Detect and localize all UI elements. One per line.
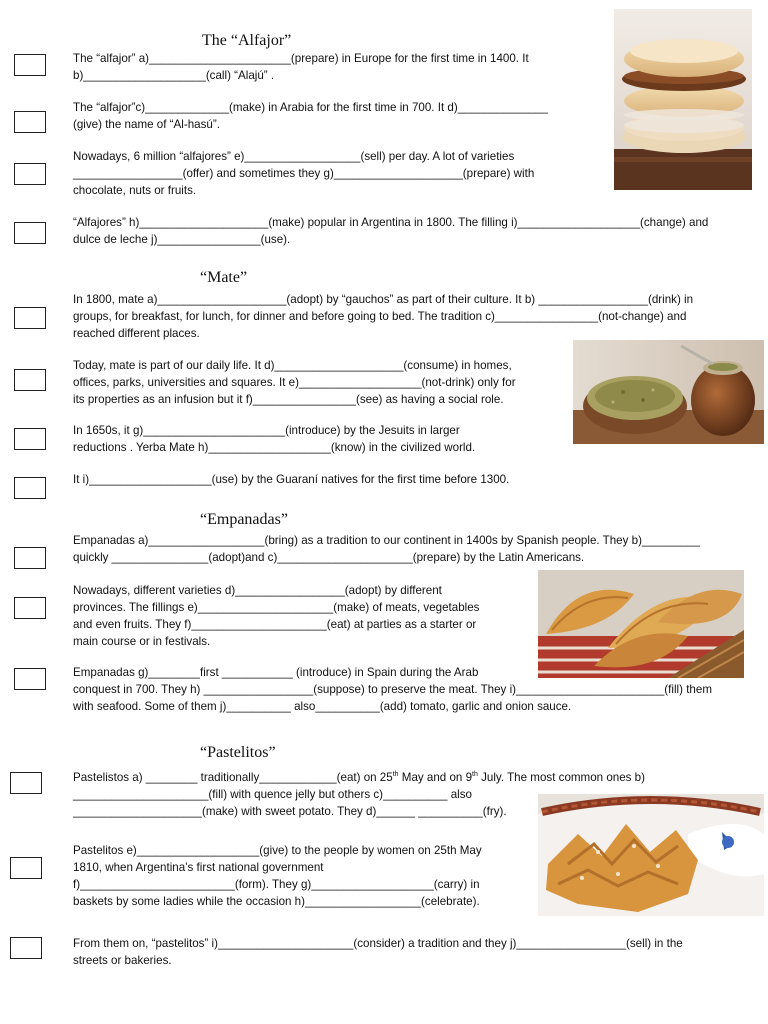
- alfajor-paragraph-2: The “alfajor”c)_____________(make) in Arabia for the first time in 700. It d)______________ (give) the name of “Al-hasú”.: [73, 101, 548, 131]
- answer-box[interactable]: [10, 772, 42, 794]
- pastelitos-photo: [538, 794, 764, 916]
- answer-box[interactable]: [10, 937, 42, 959]
- alfajor-photo: [614, 9, 752, 190]
- answer-box[interactable]: [14, 54, 46, 76]
- answer-box[interactable]: [14, 428, 46, 450]
- answer-box[interactable]: [14, 668, 46, 690]
- empanadas-paragraph-2: Nowadays, different varieties d)_________________(adopt) by different provinces. The fillings e)_____________________(make) of meats, vegetables and even fruits. They f)_____________________(eat) at parties as a starter or main course or in festivals.: [73, 584, 480, 648]
- mate-photo: [573, 340, 764, 444]
- answer-box[interactable]: [14, 597, 46, 619]
- empanadas-paragraph-3: Empanadas g)________first ___________ (introduce) in Spain during the Arab conquest in 700. They h) _________________(suppose) to preserve the meat. They i)_______________________(fill) them with seafood. Some of them j)__________ also__________(add) tomato, garlic and onion sauce.: [73, 666, 712, 713]
- pastelitos-paragraph-1: Pastelistos a) ________ traditionally____________(eat) on 25th May and on 9th July. The most common ones b) _____________________(fill) with quence jelly but others c)__________ also ____________________(make) with sweet potato. They d)______ __________(fry).: [73, 770, 645, 818]
- answer-box[interactable]: [14, 369, 46, 391]
- answer-box[interactable]: [10, 857, 42, 879]
- answer-box[interactable]: [14, 477, 46, 499]
- answer-box[interactable]: [14, 222, 46, 244]
- pastelitos-title: “Pastelitos”: [200, 744, 276, 761]
- empanadas-paragraph-1: Empanadas a)__________________(bring) as a tradition to our continent in 1400s by Spanish people. They b)_________ quickly _______________(adopt)and c)_____________________(prepare) by the Latin Americans.: [73, 534, 700, 564]
- alfajor-paragraph-4: “Alfajores” h)____________________(make) popular in Argentina in 1800. The filling i)___________________(change) and dulce de leche j)________________(use).: [73, 216, 709, 246]
- pastelitos-paragraph-3: From them on, “pastelitos” i)_____________________(consider) a tradition and they j)_________________(sell) in the streets or bakeries.: [73, 937, 683, 967]
- answer-box[interactable]: [14, 163, 46, 185]
- mate-paragraph-4: It i)___________________(use) by the Guaraní natives for the first time before 1300.: [73, 473, 510, 486]
- mate-paragraph-2: Today, mate is part of our daily life. It d)____________________(consume) in homes, offices, parks, universities and squares. It e)___________________(not-drink) only for its properties as an infusion but it f)________________(see) as having a social role.: [73, 359, 516, 406]
- answer-box[interactable]: [14, 547, 46, 569]
- pastelitos-paragraph-2: Pastelitos e)___________________(give) to the people by women on 25th May 1810, when Argentina’s first national government f)________________________(form). They g)___________________(carry) in baskets by some ladies while the occasion h)__________________(celebrate).: [73, 844, 482, 908]
- mate-paragraph-1: In 1800, mate a)____________________(adopt) by “gauchos” as part of their culture. It b) _________________(drink) in groups, for breakfast, for lunch, for dinner and before going to bed. The tradition c)________________(not-change) and reached different places.: [73, 293, 694, 340]
- mate-title: “Mate”: [200, 269, 248, 286]
- alfajor-title: The “Alfajor”: [202, 32, 292, 49]
- empanadas-photo: [538, 570, 744, 678]
- answer-box[interactable]: [14, 307, 46, 329]
- answer-box[interactable]: [14, 111, 46, 133]
- mate-paragraph-3: In 1650s, it g)______________________(introduce) by the Jesuits in larger reductions . Yerba Mate h)___________________(know) in the civilized world.: [73, 424, 476, 454]
- alfajor-paragraph-3: Nowadays, 6 million “alfajores” e)__________________(sell) per day. A lot of varieties _________________(offer) and sometimes they g)____________________(prepare) with chocolate, nuts or fruits.: [73, 150, 535, 197]
- alfajor-paragraph-1: The “alfajor” a)______________________(prepare) in Europe for the first time in 1400. It b)___________________(call) “Alajú” .: [73, 52, 529, 82]
- empanadas-title: “Empanadas”: [200, 511, 288, 528]
